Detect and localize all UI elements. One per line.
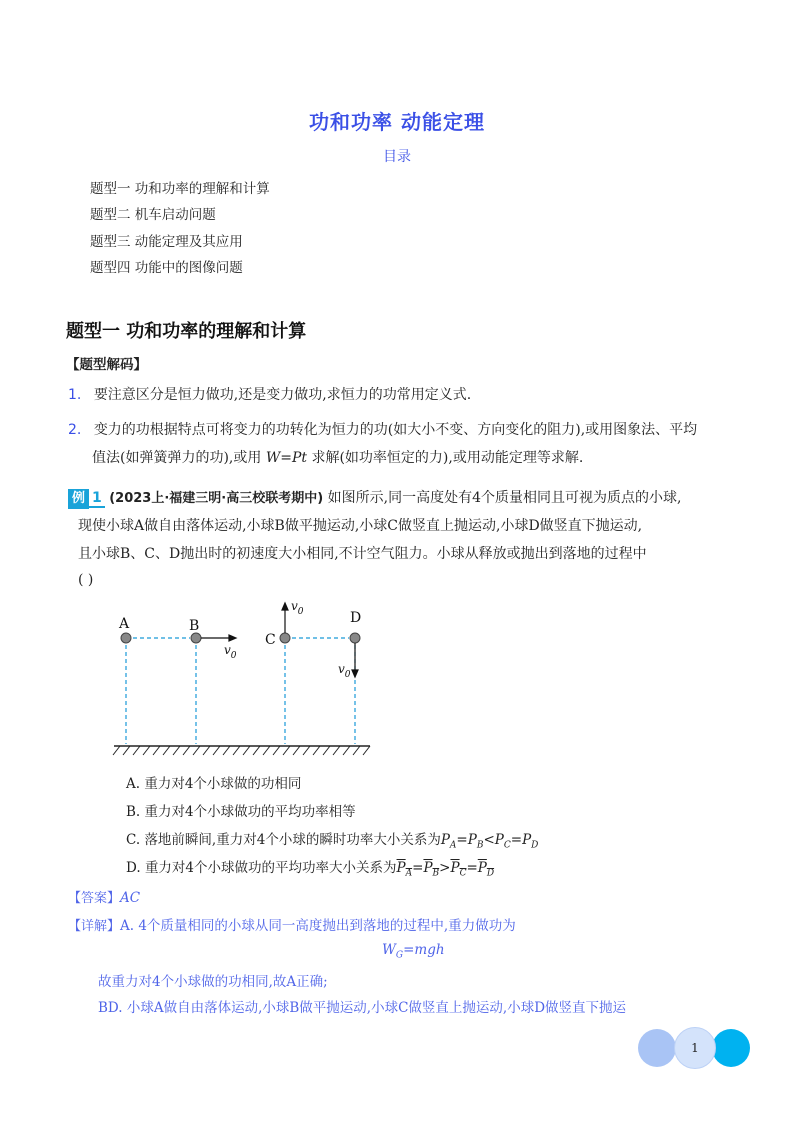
detail-text: A. 4个质量相同的小球从同一高度抛出到落地的过程中,重力做功为 <box>120 918 516 934</box>
label-c: C <box>265 632 276 648</box>
detail-formula <box>382 942 445 961</box>
answer-label: 【答案】 <box>68 891 121 906</box>
toc-item[interactable]: 题型二 机车启动问题 <box>90 207 216 223</box>
formula-average-power: $P_A=P_B>P_C=P_D$ <box>396 860 495 879</box>
option-text: 重力对4个小球做的功相同 <box>144 776 302 792</box>
example-badge: 例 <box>68 489 89 509</box>
ground <box>113 746 370 755</box>
formula-w-rest: =mgh <box>403 942 445 958</box>
option-b[interactable] <box>126 800 356 820</box>
option-key: A. <box>126 776 141 792</box>
option-d[interactable] <box>126 856 494 879</box>
page-decor-left <box>638 1029 676 1067</box>
detail-line3: BD. 小球A做自由落体运动,小球B做平抛运动,小球C做竖直上抛运动,小球D做竖直下抛运 <box>98 1000 627 1016</box>
point-text: 要注意区分是恒力做功,还是变力做功,求恒力的功常用定义式. <box>93 387 472 403</box>
page-title: 功和功率 动能定理 <box>309 110 485 134</box>
detail-line1 <box>68 914 516 934</box>
point-number: 2. <box>68 422 82 438</box>
velocity-arrows <box>201 603 358 677</box>
detail-line2: 故重力对4个小球做的功相同,故A正确; <box>98 974 328 990</box>
option-c[interactable] <box>126 828 538 851</box>
example-line4: ( ) <box>78 572 94 588</box>
toc-item[interactable]: 题型四 功能中的图像问题 <box>90 260 243 276</box>
toc-title: 目录 <box>383 149 411 165</box>
answer <box>68 887 140 906</box>
point-2 <box>68 416 748 444</box>
example-1 <box>68 484 758 513</box>
example-line1: 如图所示,同一高度处有4个质量相同且可视为质点的小球, <box>323 490 682 506</box>
projectile-diagram <box>108 596 380 758</box>
formula-w-sub: G <box>395 950 404 961</box>
toc-item[interactable]: 题型一 功和功率的理解和计算 <box>90 181 270 197</box>
label-v0-c: $v_0$ <box>291 599 304 617</box>
section-subheading: 【题型解码】 <box>66 357 147 373</box>
label-b: B <box>189 618 200 634</box>
toc-item[interactable]: 题型三 动能定理及其应用 <box>90 234 243 250</box>
formula-w: W <box>382 942 396 958</box>
option-text: 重力对4个小球做功的平均功率相等 <box>144 804 356 820</box>
ball-d <box>350 633 360 643</box>
page-decor-right <box>712 1029 750 1067</box>
example-line2: 现使小球A做自由落体运动,小球B做平抛运动,小球C做竖直上抛运动,小球D做竖直下抛运动, <box>78 518 643 534</box>
point-number: 1. <box>68 387 82 403</box>
point-1 <box>68 381 471 409</box>
option-key: D. <box>126 860 141 876</box>
label-d: D <box>350 610 362 626</box>
dashed-guides <box>126 638 355 744</box>
label-v0-b: $v_0$ <box>224 643 237 661</box>
label-v0-d: $v_0$ <box>338 662 351 680</box>
point-text-line2a: 值法(如弹簧弹力的功),或用 <box>92 450 266 466</box>
point-2-line2 <box>92 444 583 472</box>
point-text-line2b: 求解(如功率恒定的力),或用动能定理等求解. <box>307 450 584 466</box>
option-key: B. <box>126 804 141 820</box>
example-source: (2023上·福建三明·高三校联考期中) <box>109 491 324 506</box>
option-a[interactable] <box>126 772 301 792</box>
ball-a <box>121 633 131 643</box>
option-key: C. <box>126 832 141 848</box>
page-number[interactable]: 1 <box>674 1027 716 1069</box>
formula-w-pt: W=Pt <box>265 450 307 466</box>
label-a: A <box>119 616 130 632</box>
formula-instant-power: $P_A=P_B<P_C=P_D$ <box>440 832 539 851</box>
section-heading: 题型一 功和功率的理解和计算 <box>66 321 307 342</box>
example-line3: 且小球B、C、D抛出时的初速度大小相同,不计空气阻力。小球从释放或抛出到落地的过程中 <box>78 546 647 562</box>
ball-b <box>191 633 201 643</box>
example-number: 1 <box>89 490 105 508</box>
option-text: 重力对4个小球做功的平均功率大小关系为 <box>144 860 397 876</box>
detail-label: 【详解】 <box>68 919 121 934</box>
ball-c <box>280 633 290 643</box>
answer-value: AC <box>120 890 141 906</box>
option-text: 落地前瞬间,重力对4个小球的瞬时功率大小关系为 <box>144 832 441 848</box>
point-text-line1: 变力的功根据特点可将变力的功转化为恒力的功(如大小不变、方向变化的阻力),或用图象法、平均 <box>93 422 698 438</box>
